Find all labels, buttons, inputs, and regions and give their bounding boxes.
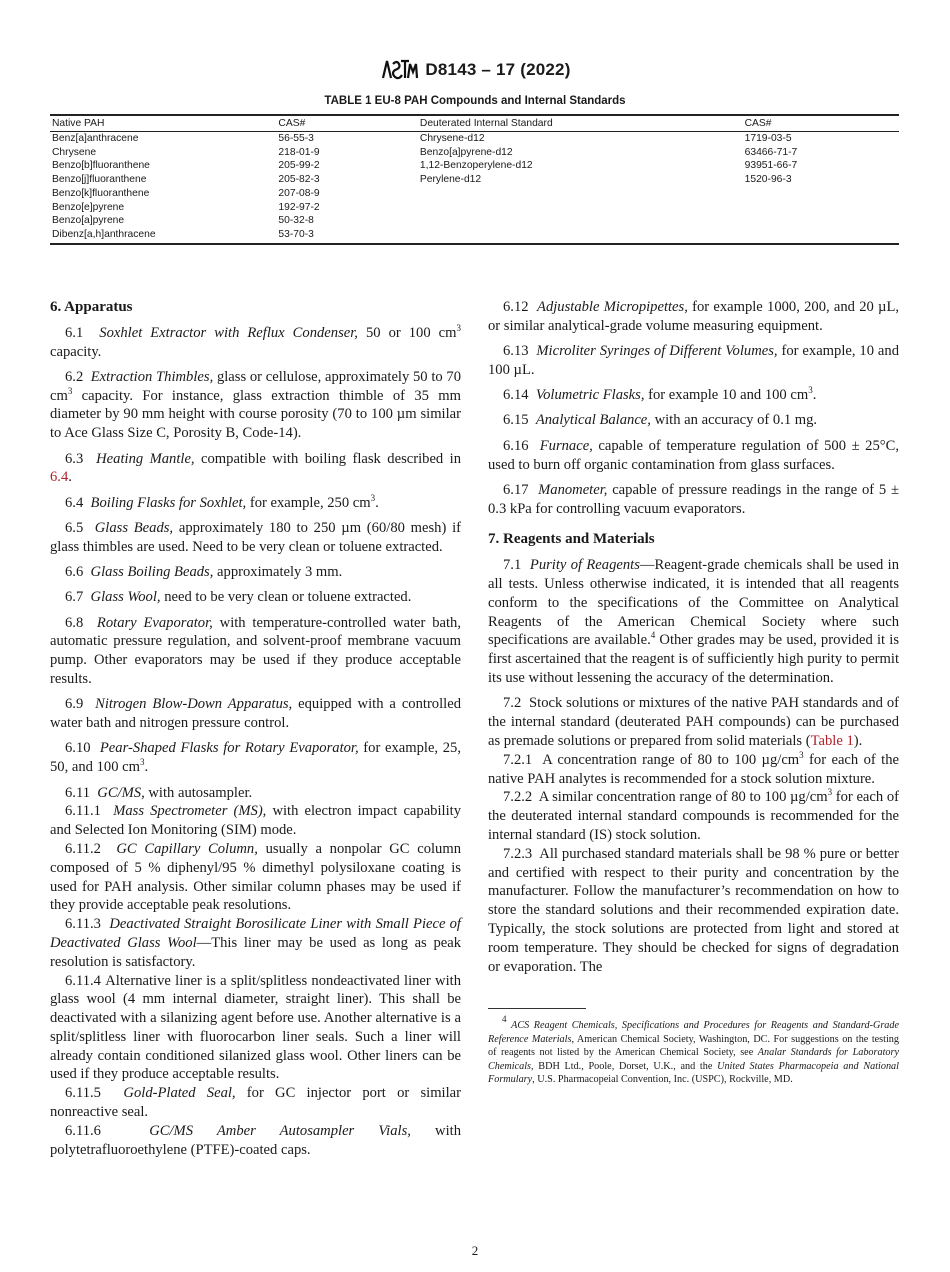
paragraph-6-11-4: 6.11.4 Alternative liner is a split/splitless nondeactivated liner with glass wool (4 mm internal diameter, straight liner). This shall be deactivated with a silanizing agent before use. Another alternative is a split/splitless liner with fluorocarbon liner seals. Such a liner will already contain conditioned silanized glass wool. Other liners can be used if they produce acceptable results. bbox=[50, 972, 461, 1083]
link-section-6-4[interactable]: 6.4 bbox=[50, 469, 69, 486]
table-cell: 218-01-9 bbox=[278, 146, 320, 158]
paragraph-6-11-2: 6.11.2 GC Capillary Column, usually a nonpolar GC column composed of 5 % diphenyl/95 % dimethyl polysiloxane coating is used for PAH analysis. Other similar column phases may be used if they provide acceptable peak resolutions. bbox=[50, 840, 461, 914]
paragraph-6-11-1: 6.11.1 Mass Spectrometer (MS), with electron impact capability and Selected Ion Monitoring (SIM) mode. bbox=[50, 803, 461, 839]
table-row bbox=[50, 132, 899, 146]
table-cell: 50-32-8 bbox=[278, 215, 314, 227]
astm-logo-icon bbox=[379, 56, 419, 84]
table-cell bbox=[418, 201, 743, 215]
table-cell bbox=[743, 201, 899, 215]
table-cell: 63466-71-7 bbox=[744, 146, 798, 158]
table-header-row bbox=[50, 115, 899, 132]
paragraph-7-2-1: 7.2.1 A concentration range of 80 to 100 $\mu g/cm^3$ for each of the native PAH analytes is recommended for a stock solution mixture. bbox=[488, 749, 899, 787]
table-row bbox=[50, 201, 899, 215]
table-cell bbox=[743, 187, 899, 201]
table-cell: 53-70-3 bbox=[276, 228, 418, 244]
paragraph-6-7: 6.7 Glass Wool, need to be very clean or toluene extracted. bbox=[65, 589, 412, 606]
table-cell: 192-97-2 bbox=[278, 201, 320, 213]
paragraph-6-9: 6.9 Nitrogen Blow-Down Apparatus, equipped with a controlled water bath and nitrogen pressure control. bbox=[50, 696, 461, 732]
paragraph-6-3: 6.3 Heating Mantle, compatible with boiling flask described in 6.4. bbox=[50, 450, 462, 486]
table-cell: Benzo[a]pyrene-d12 bbox=[419, 146, 513, 158]
paragraph-6-6: 6.6 Glass Boiling Beads, approximately 3 mm. bbox=[65, 564, 343, 581]
table-cell: 56-55-3 bbox=[278, 133, 314, 144]
paragraph-6-4: 6.4 Boiling Flasks for Soxhlet, for example, 250 $cm^3$. bbox=[65, 492, 379, 511]
table-cell: Benzo[b]fluoranthene bbox=[52, 160, 150, 172]
right-column bbox=[488, 298, 899, 1086]
column-header-deuterated-standard: Deuterated Internal Standard bbox=[418, 115, 743, 132]
paragraph-6-8: 6.8 Rotary Evaporator, with temperature-controlled water bath, automatic pressure regulation, and solvent-proof membrane vacuum pump. Other evaporators may be used if they produce acceptable results. bbox=[50, 614, 461, 688]
table-cell: Benz[a]anthracene bbox=[52, 133, 139, 144]
section-heading-apparatus: 6. Apparatus bbox=[50, 299, 133, 315]
table-cell: Benzo[e]pyrene bbox=[52, 201, 125, 213]
table-row bbox=[50, 146, 899, 160]
paragraph-6-2: 6.2 Extraction Thimbles, glass or cellulose, approximately 50 to 70 $cm^3$ capacity. For instance, glass extraction thimble of 35 mm diameter by 90 mm height with course porosity (70 to 100 µm similar to Ace Glass Size C, Porosity B, Code-14). bbox=[50, 368, 462, 442]
paragraph-6-10: 6.10 Pear-Shaped Flasks for Rotary Evaporator, for example, 25, 50, and 100 $cm^3$. bbox=[50, 740, 461, 776]
document-id: D8143 – 17 (2022) bbox=[425, 60, 571, 79]
paragraph-6-14: 6.14 Volumetric Flasks, for example 10 and 100 $cm^3$. bbox=[503, 385, 817, 404]
table-cell: 205-99-2 bbox=[278, 160, 320, 172]
table-cell: Benzo[a]pyrene bbox=[52, 215, 125, 227]
column-header-cas-standard: CAS# bbox=[743, 115, 899, 132]
table-cell: Dibenz[a,h]anthracene bbox=[50, 228, 276, 244]
left-column bbox=[50, 298, 461, 1159]
table-cell bbox=[418, 214, 743, 228]
table-cell: 1,12-Benzoperylene-d12 bbox=[419, 160, 533, 172]
paragraph-6-1: 6.1 Soxhlet Extractor with Reflux Condenser, 50 or 100 $cm^3$ capacity. bbox=[50, 322, 461, 360]
table-cell: Benzo[j]fluoranthene bbox=[52, 174, 147, 186]
table-cell: Benzo[k]fluoranthene bbox=[52, 187, 150, 199]
pah-compounds-table bbox=[50, 114, 899, 245]
table-cell: Chrysene-d12 bbox=[419, 133, 485, 144]
page-number: 2 bbox=[471, 1243, 479, 1258]
paragraph-7-2-3: 7.2.3 All purchased standard materials shall be 98 % pure or better and certified with respect to their purity and concentration by the manufacturer. Follow the manufacturer’s recommendation on how to store the standard solutions and their recommended expiration date. Typically, the stock solutions are protected from light and stored at room temperature. They should be checked for signs of degradation or evaporation. The bbox=[488, 845, 899, 975]
table-cell: 207-08-9 bbox=[278, 187, 320, 199]
footnote-ref-4[interactable]: 4 bbox=[650, 630, 656, 641]
table-row bbox=[50, 187, 899, 201]
table-cell: 93951-66-7 bbox=[744, 160, 798, 172]
table-cell bbox=[743, 228, 899, 244]
table-cell bbox=[418, 187, 743, 201]
paragraph-6-11-5: 6.11.5 Gold-Plated Seal, for GC injector port or similar nonreactive seal. bbox=[50, 1085, 462, 1121]
table-row bbox=[50, 159, 899, 173]
paragraph-6-11-3: 6.11.3 Deactivated Straight Borosilicate Liner with Small Piece of Deactivated Glass Wool—This liner may be used as long as peak resolution is satisfactory. bbox=[50, 916, 461, 970]
table-cell: 205-82-3 bbox=[278, 174, 320, 186]
section-heading-reagents: 7. Reagents and Materials bbox=[488, 531, 655, 548]
table-cell: Chrysene bbox=[52, 146, 97, 158]
table-row bbox=[50, 173, 899, 187]
column-header-cas: CAS# bbox=[276, 115, 418, 132]
paragraph-7-2-2: 7.2.2 A similar concentration range of 80 to 100 $\mu g/cm^3$ for each of the deuterated internal standard compounds is recommended for the internal standard (IS) stock solution. bbox=[488, 787, 899, 843]
paragraph-6-12: 6.12 Adjustable Micropipettes, for example 1000, 200, and 20 µL, or similar analytical-grade volume measuring equipment. bbox=[488, 299, 900, 334]
table-cell bbox=[743, 214, 899, 228]
paragraph-6-5: 6.5 Glass Beads, approximately 180 to 250 µm (60/80 mesh) if glass thimbles are used. Need to be very clean or toluene extracted. bbox=[50, 519, 461, 555]
table-cell bbox=[418, 228, 743, 244]
footnote-4: $^4$ ACS Reagent Chemicals, Specifications and Procedures for Reagents and Standard-Grade Reference Materials, American Chemical Society, Washington, DC. For suggestions on the testing of reagents not listed by the American Chemical Society, see Analar Standards for Laboratory Chemicals, BDH Ltd., Poole, Dorset, U.K., and the United States Pharmacopeia and National Formulary, U.S. Pharmacopeial Convention, Inc. (USPC), Rockville, MD. bbox=[488, 1014, 899, 1085]
table-row bbox=[50, 228, 899, 244]
document-header bbox=[0, 56, 950, 84]
paragraph-6-16: 6.16 Furnace, capable of temperature regulation of 500 ± 25°C, used to burn off organic contamination from glass surfaces. bbox=[488, 437, 899, 473]
table-cell: 1520-96-3 bbox=[744, 174, 792, 186]
table-title: TABLE 1 EU-8 PAH Compounds and Internal Standards bbox=[324, 95, 626, 107]
column-header-native-pah: Native PAH bbox=[50, 115, 276, 132]
table-cell: 1719-03-5 bbox=[744, 133, 792, 144]
paragraph-6-11: 6.11 GC/MS, with autosampler. bbox=[65, 784, 253, 801]
paragraph-7-1: 7.1 Purity of Reagents—Reagent-grade chemicals shall be used in all tests. Unless otherwise indicated, it is intended that all reagents conform to the specifications of the Committee on Analytical Reagents of the American Chemical Society where such specifications are available.$^4$ Other grades may be used, provided it is first ascertained that the reagent is of sufficiently high purity to permit its use without lessening the accuracy of the determination. bbox=[488, 557, 899, 687]
link-table-1[interactable]: Table 1 bbox=[810, 732, 854, 749]
paragraph-6-15: 6.15 Analytical Balance, with an accuracy of 0.1 mg. bbox=[503, 412, 818, 429]
paragraph-7-2: 7.2 Stock solutions or mixtures of the native PAH standards and of the internal standard (deuterated PAH compounds) can be purchased as premade solutions or prepared from solid materials (Table 1). bbox=[488, 695, 900, 749]
paragraph-6-17: 6.17 Manometer, capable of pressure readings in the range of 5 ± 0.3 kPa for controlling vacuum evaporators. bbox=[488, 481, 900, 517]
paragraph-6-11-6: 6.11.6 GC/MS Amber Autosampler Vials, with polytetrafluoroethylene (PTFE)-coated caps. bbox=[50, 1122, 461, 1158]
footnote-divider bbox=[488, 1008, 586, 1009]
paragraph-6-13: 6.13 Microliter Syringes of Different Volumes, for example, 10 and 100 µL. bbox=[488, 343, 899, 378]
table-row bbox=[50, 214, 899, 228]
table-cell: Perylene-d12 bbox=[419, 174, 482, 186]
